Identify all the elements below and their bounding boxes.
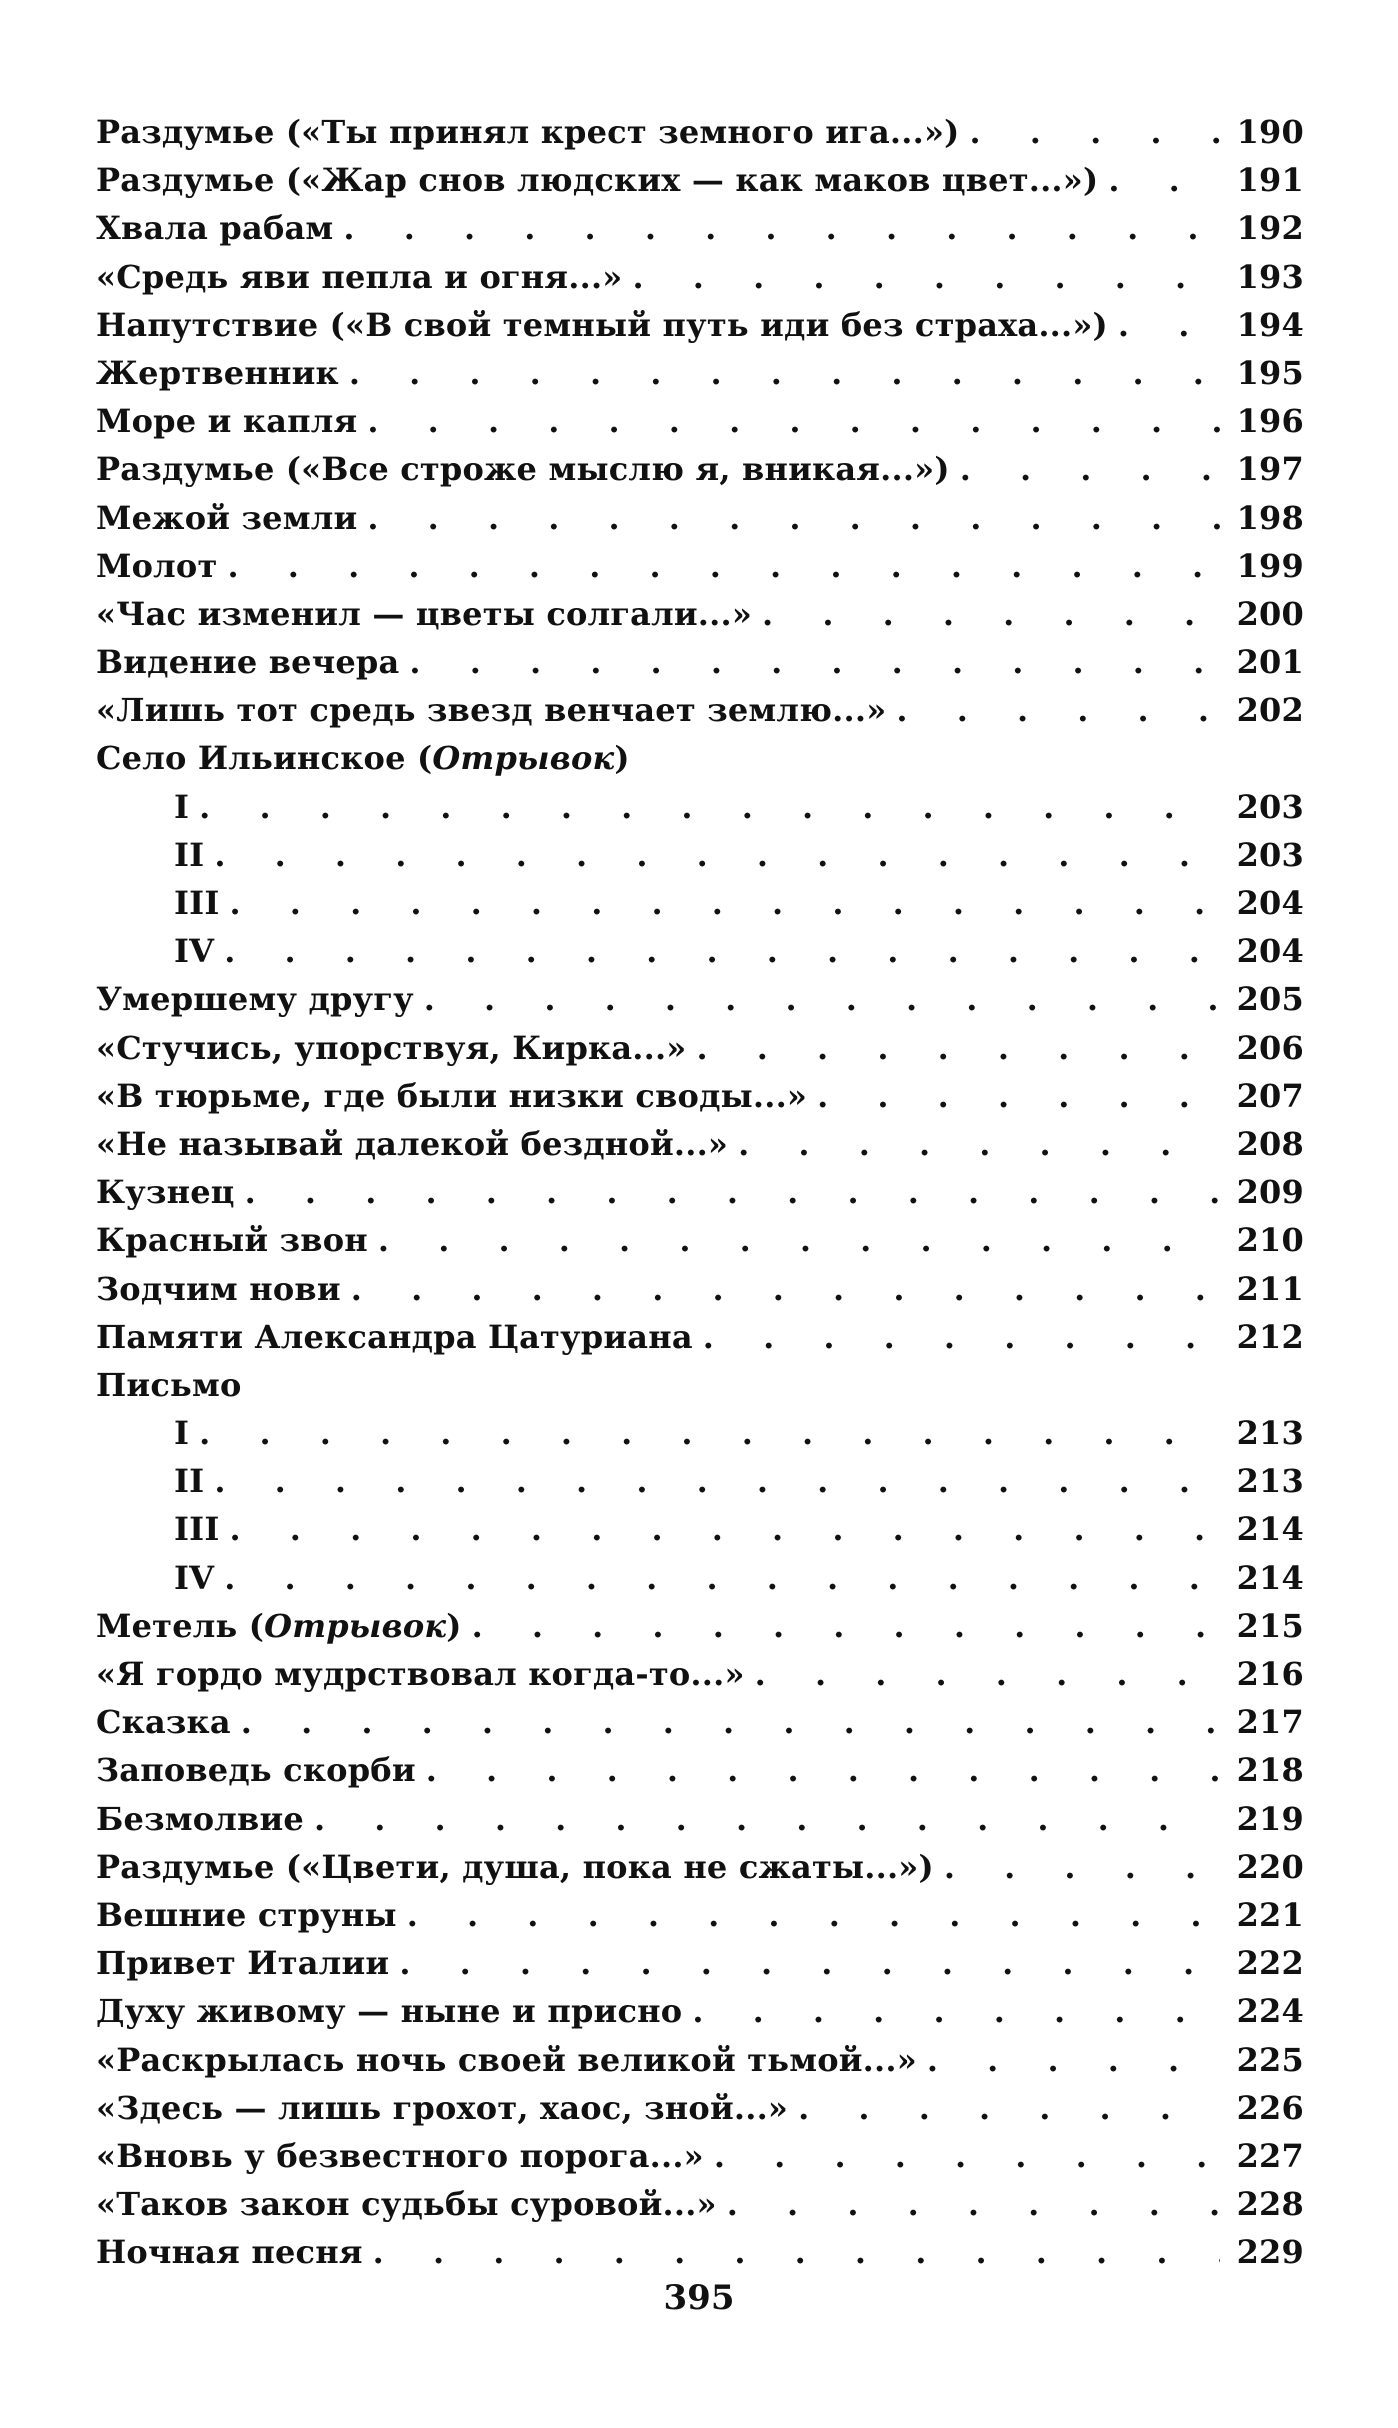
toc-entry bbox=[96, 1072, 1304, 1120]
entry-page-number: 226 bbox=[1236, 2088, 1304, 2127]
toc-subentry bbox=[96, 1457, 1304, 1505]
dot-leader bbox=[896, 686, 1220, 734]
entry-page-number: 224 bbox=[1236, 1992, 1304, 2031]
entry-title: Ночная песня bbox=[96, 2233, 363, 2272]
dot-leader bbox=[696, 1024, 1220, 1072]
table-of-contents bbox=[96, 108, 1304, 2276]
entry-page-number: 225 bbox=[1236, 2040, 1304, 2079]
entry-page-number: 211 bbox=[1236, 1269, 1304, 1308]
entry-page-number: 219 bbox=[1236, 1799, 1304, 1838]
dot-leader bbox=[424, 975, 1220, 1023]
entry-title: Жертвенник bbox=[96, 353, 339, 392]
entry-title: Красный звон bbox=[96, 1221, 368, 1260]
entry-page-number: 228 bbox=[1236, 2185, 1304, 2224]
dot-leader bbox=[351, 1265, 1220, 1313]
entry-page-number: 190 bbox=[1236, 113, 1304, 151]
dot-leader bbox=[224, 927, 1220, 975]
entry-title: Межой земли bbox=[96, 498, 358, 537]
entry-title: «В тюрьме, где были низки своды...» bbox=[96, 1076, 808, 1115]
entry-title: Видение вечера bbox=[96, 643, 400, 682]
toc-entry bbox=[96, 2180, 1304, 2228]
dot-leader bbox=[409, 638, 1220, 686]
dot-leader bbox=[214, 831, 1220, 879]
entry-title: Вешние струны bbox=[96, 1895, 397, 1934]
entry-title: II bbox=[174, 1462, 205, 1501]
entry-title: «Час изменил — цветы солгали...» bbox=[96, 594, 753, 633]
toc-entry bbox=[96, 1120, 1304, 1168]
entry-title: III bbox=[174, 1510, 220, 1549]
dot-leader bbox=[738, 1120, 1220, 1168]
dot-leader bbox=[245, 1168, 1220, 1216]
toc-subentry bbox=[96, 1409, 1304, 1457]
toc-entry bbox=[96, 734, 1304, 782]
toc-entry bbox=[96, 1795, 1304, 1843]
entry-title: Море и капля bbox=[96, 402, 358, 441]
entry-title: Раздумье («Все строже мыслю я, вникая...») bbox=[96, 450, 950, 489]
toc-entry bbox=[96, 2132, 1304, 2180]
toc-entry bbox=[96, 590, 1304, 638]
dot-leader bbox=[199, 783, 1220, 831]
entry-title: IV bbox=[174, 932, 215, 971]
dot-leader bbox=[1108, 156, 1220, 204]
entry-page-number: 217 bbox=[1236, 1703, 1304, 1742]
toc-entry bbox=[96, 445, 1304, 493]
entry-title: I bbox=[174, 787, 190, 826]
entry-title: Молот bbox=[96, 546, 218, 585]
toc-entry bbox=[96, 638, 1304, 686]
dot-leader bbox=[407, 1891, 1220, 1939]
entry-title-italic: Отрывок bbox=[264, 1606, 447, 1645]
entry-page-number: 193 bbox=[1236, 257, 1304, 296]
entry-title: «Стучись, упорствуя, Кирка...» bbox=[96, 1028, 687, 1067]
page-number: 395 bbox=[663, 2278, 735, 2318]
toc-entry bbox=[96, 1746, 1304, 1794]
toc-entry bbox=[96, 2036, 1304, 2084]
toc-entry bbox=[96, 1602, 1304, 1650]
toc-entry bbox=[96, 1843, 1304, 1891]
dot-leader bbox=[472, 1602, 1220, 1650]
entry-page-number: 204 bbox=[1236, 932, 1304, 971]
entry-page-number: 200 bbox=[1236, 594, 1304, 633]
entry-page-number: 201 bbox=[1236, 643, 1304, 682]
toc-subentry bbox=[96, 783, 1304, 831]
toc-entry bbox=[96, 2084, 1304, 2132]
dot-leader bbox=[714, 2132, 1220, 2180]
entry-page-number: 210 bbox=[1236, 1221, 1304, 1260]
dot-leader bbox=[960, 445, 1220, 493]
entry-title: «Средь яви пепла и огня...» bbox=[96, 257, 623, 296]
entry-page-number: 212 bbox=[1236, 1317, 1304, 1356]
entry-title: Село Ильинское (Отрывок) bbox=[96, 739, 630, 778]
entry-title: III bbox=[174, 884, 220, 922]
entry-page-number: 205 bbox=[1236, 980, 1304, 1019]
entry-page-number: 198 bbox=[1236, 498, 1304, 537]
dot-leader bbox=[373, 2228, 1220, 2276]
entry-title: I bbox=[174, 1414, 190, 1453]
toc-subentry bbox=[96, 879, 1304, 927]
dot-leader bbox=[230, 1505, 1220, 1553]
entry-page-number: 229 bbox=[1236, 2233, 1304, 2272]
dot-leader bbox=[314, 1795, 1220, 1843]
toc-entry bbox=[96, 494, 1304, 542]
entry-page-number: 214 bbox=[1236, 1558, 1304, 1597]
dot-leader bbox=[228, 542, 1221, 590]
toc-entry bbox=[96, 108, 1304, 156]
entry-title: Раздумье («Ты принял крест земного ига...») bbox=[96, 113, 960, 151]
toc-entry bbox=[96, 1313, 1304, 1361]
entry-title: Памяти Александра Цатуриана bbox=[96, 1317, 693, 1356]
toc-subentry bbox=[96, 1505, 1304, 1553]
dot-leader bbox=[214, 1457, 1220, 1505]
toc-entry bbox=[96, 1987, 1304, 2035]
dot-leader bbox=[399, 1939, 1220, 1987]
toc-entry bbox=[96, 686, 1304, 734]
toc-entry bbox=[96, 1361, 1304, 1409]
toc-entry bbox=[96, 301, 1304, 349]
toc-entry bbox=[96, 542, 1304, 590]
dot-leader bbox=[762, 590, 1220, 638]
entry-page-number: 209 bbox=[1236, 1173, 1304, 1212]
entry-title: Заповедь скорби bbox=[96, 1751, 416, 1790]
entry-title: Метель (Отрывок) bbox=[96, 1606, 462, 1645]
dot-leader bbox=[755, 1650, 1220, 1698]
entry-title: «Лишь тот средь звезд венчает землю...» bbox=[96, 691, 887, 730]
entry-page-number: 221 bbox=[1236, 1895, 1304, 1934]
entry-title: Духу живому — ныне и присно bbox=[96, 1992, 683, 2031]
toc-entry bbox=[96, 1024, 1304, 1072]
dot-leader bbox=[970, 108, 1221, 156]
entry-page-number: 204 bbox=[1236, 884, 1304, 922]
entry-title: IV bbox=[174, 1558, 215, 1597]
dot-leader bbox=[367, 397, 1220, 445]
entry-title: «Таков закон судьбы суровой...» bbox=[96, 2185, 717, 2224]
dot-leader bbox=[343, 204, 1220, 252]
entry-page-number: 202 bbox=[1236, 691, 1304, 730]
entry-page-number: 206 bbox=[1236, 1028, 1304, 1067]
dot-leader bbox=[426, 1746, 1220, 1794]
entry-page-number: 203 bbox=[1236, 787, 1304, 826]
entry-title: Раздумье («Жар снов людских — как маков цвет...») bbox=[96, 161, 1099, 200]
dot-leader bbox=[367, 494, 1220, 542]
entry-title: «Здесь — лишь грохот, хаос, зной...» bbox=[96, 2088, 789, 2127]
toc-entry bbox=[96, 1891, 1304, 1939]
entry-page-number: 215 bbox=[1236, 1606, 1304, 1645]
entry-title: Безмолвие bbox=[96, 1799, 304, 1838]
entry-page-number: 203 bbox=[1236, 835, 1304, 874]
entry-page-number: 197 bbox=[1236, 450, 1304, 489]
dot-leader bbox=[944, 1843, 1220, 1891]
toc-subentry bbox=[96, 927, 1304, 975]
toc-entry bbox=[96, 156, 1304, 204]
dot-leader bbox=[378, 1216, 1220, 1264]
entry-page-number: 213 bbox=[1236, 1414, 1304, 1453]
toc-entry bbox=[96, 975, 1304, 1023]
entry-title: Сказка bbox=[96, 1703, 231, 1742]
dot-leader bbox=[224, 1554, 1220, 1602]
dot-leader bbox=[727, 2180, 1220, 2228]
dot-leader bbox=[1118, 301, 1220, 349]
dot-leader bbox=[817, 1072, 1220, 1120]
dot-leader bbox=[199, 1409, 1220, 1457]
entry-title: Письмо bbox=[96, 1365, 242, 1404]
entry-title: «Вновь у безвестного порога...» bbox=[96, 2136, 704, 2175]
entry-page-number: 218 bbox=[1236, 1751, 1304, 1790]
toc-subentry bbox=[96, 1554, 1304, 1602]
entry-title: Зодчим нови bbox=[96, 1269, 341, 1308]
entry-page-number: 213 bbox=[1236, 1462, 1304, 1501]
toc-entry bbox=[96, 1698, 1304, 1746]
entry-title: Умершему другу bbox=[96, 980, 414, 1019]
entry-page-number: 195 bbox=[1236, 353, 1304, 392]
toc-entry bbox=[96, 1216, 1304, 1264]
entry-title: «Не называй далекой бездной...» bbox=[96, 1124, 729, 1163]
entry-page-number: 220 bbox=[1236, 1847, 1304, 1886]
dot-leader bbox=[349, 349, 1220, 397]
entry-page-number: 208 bbox=[1236, 1124, 1304, 1163]
entry-page-number: 214 bbox=[1236, 1510, 1304, 1549]
entry-page-number: 222 bbox=[1236, 1944, 1304, 1983]
toc-entry bbox=[96, 397, 1304, 445]
entry-title: Кузнец bbox=[96, 1173, 235, 1212]
dot-leader bbox=[241, 1698, 1220, 1746]
dot-leader bbox=[798, 2084, 1220, 2132]
entry-title: Привет Италии bbox=[96, 1944, 390, 1983]
entry-page-number: 196 bbox=[1236, 402, 1304, 441]
entry-title: «Раскрылась ночь своей великой тьмой...» bbox=[96, 2040, 917, 2079]
toc-entry bbox=[96, 1265, 1304, 1313]
entry-page-number: 194 bbox=[1236, 305, 1304, 344]
entry-page-number: 216 bbox=[1236, 1655, 1304, 1693]
entry-title: «Я гордо мудрствовал когда-то...» bbox=[96, 1655, 745, 1693]
dot-leader bbox=[927, 2036, 1220, 2084]
entry-title-italic: Отрывок bbox=[432, 739, 615, 778]
entry-page-number: 192 bbox=[1236, 209, 1304, 248]
entry-page-number: 191 bbox=[1236, 161, 1304, 200]
dot-leader bbox=[633, 253, 1221, 301]
toc-entry bbox=[96, 1650, 1304, 1698]
toc-entry bbox=[96, 204, 1304, 252]
toc-subentry bbox=[96, 831, 1304, 879]
toc-entry bbox=[96, 2228, 1304, 2276]
toc-entry bbox=[96, 1939, 1304, 1987]
entry-page-number: 199 bbox=[1236, 546, 1304, 585]
entry-page-number: 207 bbox=[1236, 1076, 1304, 1115]
entry-title: Хвала рабам bbox=[96, 209, 334, 248]
dot-leader bbox=[703, 1313, 1220, 1361]
entry-title: Напутствие («В свой темный путь иди без страха...») bbox=[96, 305, 1108, 344]
entry-title: II bbox=[174, 835, 205, 874]
entry-title: Раздумье («Цвети, душа, пока не сжаты...») bbox=[96, 1847, 934, 1886]
dot-leader bbox=[692, 1987, 1220, 2035]
dot-leader bbox=[230, 879, 1220, 927]
toc-entry bbox=[96, 349, 1304, 397]
toc-entry bbox=[96, 1168, 1304, 1216]
entry-page-number: 227 bbox=[1236, 2136, 1304, 2175]
toc-entry bbox=[96, 253, 1304, 301]
